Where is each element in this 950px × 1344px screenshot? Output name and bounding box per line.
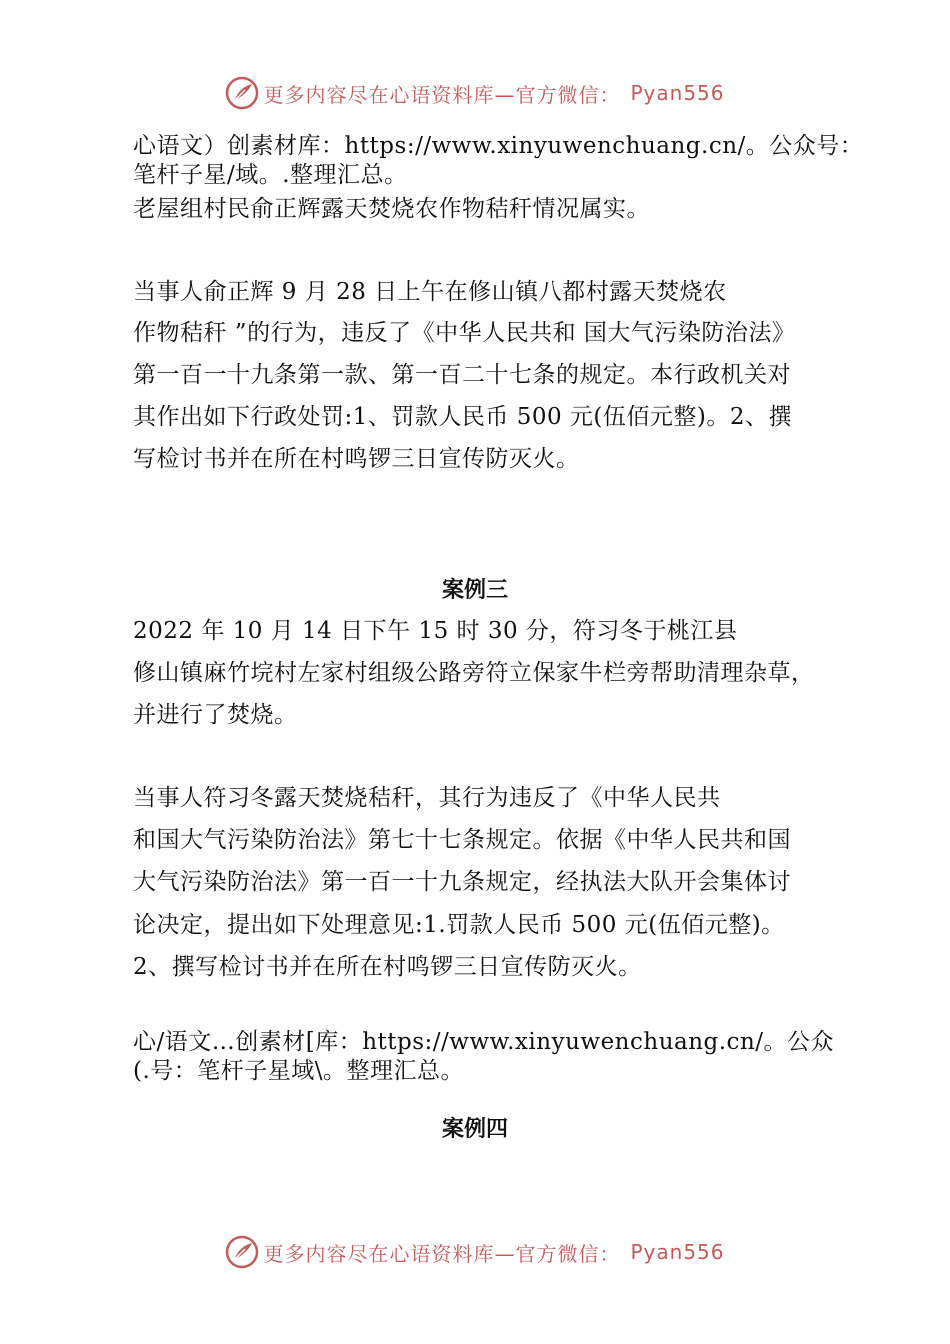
banner-wechat-id: Pyan556 [630,1240,725,1264]
banner-text: 更多内容尽在心语资料库—官方微信： [263,82,621,107]
case3-title: 案例三 [441,578,508,603]
quill-logo-icon [225,1235,259,1269]
quill-logo-icon [225,76,259,110]
watermark-line: 笔杆子星/域。.整理汇总。 [133,162,408,188]
case2-decision-line: 第一百一十九条第一款、第一百二十七条的规定。本行政机关对 [133,362,791,388]
case3-fact-line: 2022 年 10 月 14 日下午 15 时 30 分，符习冬于桃江县 [133,618,738,644]
case3-decision-line: 2、撰写检讨书并在所在村鸣锣三日宣传防灭火。 [133,954,642,980]
case2-decision-line: 作物秸秆 ”的行为，违反了《中华人民共和 国大气污染防治法》 [133,320,796,346]
banner-text: 更多内容尽在心语资料库—官方微信： [263,1241,621,1266]
case3-decision-line: 论决定，提出如下处理意见:1.罚款人民币 500 元(伍佰元整)。 [133,912,785,938]
case2-decision-line: 当事人俞正辉 9 月 28 日上午在修山镇八都村露天焚烧农 [133,279,727,305]
header-banner [0,73,950,113]
case3-decision-line: 大气污染防治法》第一百一十九条规定，经执法大队开会集体讨 [133,869,791,895]
case2-decision-line: 其作出如下行政处罚:1、罚款人民币 500 元(伍佰元整)。2、撰 [133,404,792,430]
case2-decision-line: 写检讨书并在所在村鸣锣三日宣传防灭火。 [133,446,580,472]
banner-wechat-id: Pyan556 [630,81,725,105]
case3-fact-line: 修山镇麻竹垸村左家村组级公路旁符立保家牛栏旁帮助清理杂草， [133,660,815,686]
case3-decision-line: 和国大气污染防治法》第七十七条规定。依据《中华人民共和国 [133,827,791,853]
watermark-line: 心/语文…创素材[库：https://www.xinyuwenchuang.cn/。公众 [133,1029,835,1055]
case2-fact-line: 老屋组村民俞正辉露天焚烧农作物秸秆情况属实。 [133,196,650,222]
case3-decision-line: 当事人符习冬露天焚烧秸秆，其行为违反了《中华人民共 [133,785,721,811]
watermark-line: (.号：笔杆子星域\。整理汇总。 [133,1058,465,1084]
case4-title: 案例四 [441,1117,508,1142]
footer-banner [0,1232,950,1272]
watermark-line: 心语文）创素材库：https://www.xinyuwenchuang.cn/。公众号： [133,133,864,159]
case3-fact-line: 并进行了焚烧。 [133,702,298,728]
